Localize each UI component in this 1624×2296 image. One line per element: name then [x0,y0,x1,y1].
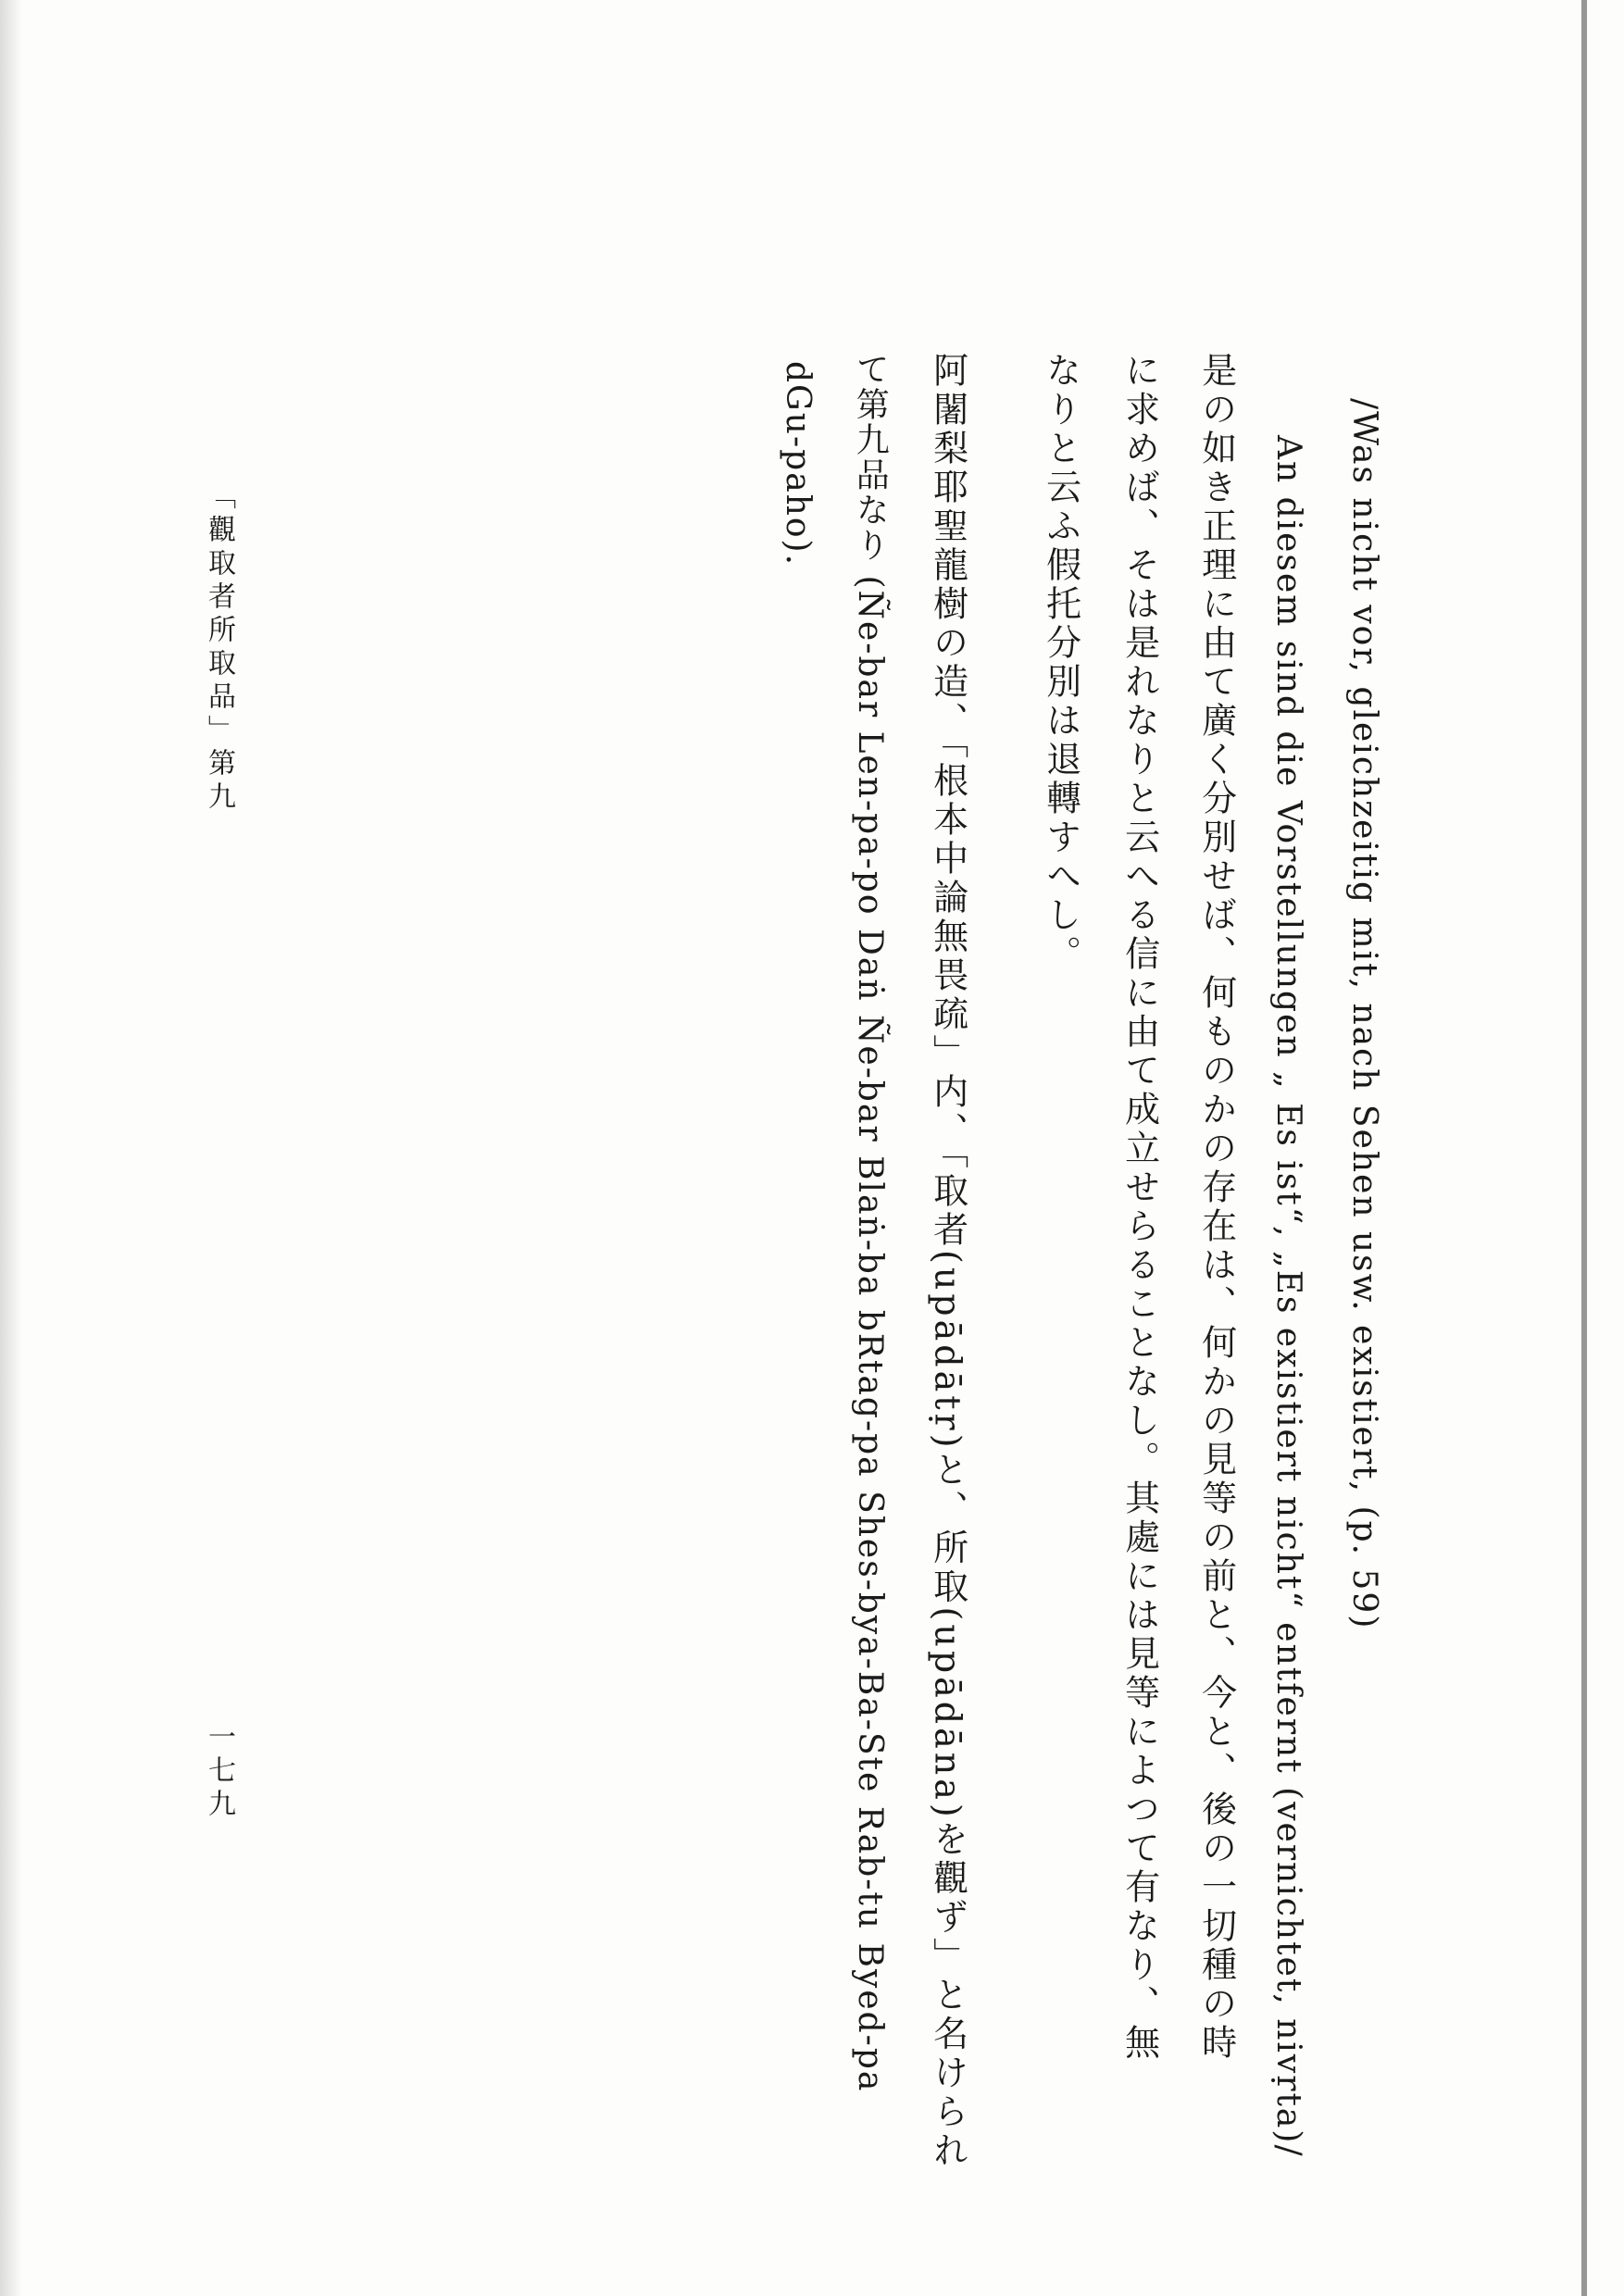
text-column-4: に求めば、そは是れなりと云へる信に由て成立せらることなし。其處には見等によつて有なり、無 [1118,352,1160,2063]
page-number: 一七九 [203,1722,235,1822]
text-column-1: /Was nicht vor, gleichzeitig mit, nach Sehen usw. existiert, (p. 59) [1345,398,1384,1630]
text-column-2: An diesem sind die Vorstellungen „ Es ist“, „Es existiert nicht“ entfernt (vernichtet, nivṛta)/ [1269,435,1308,2158]
text-column-3: 是の如き正理に由て廣く分別せば、何ものかの存在は、何かの見等の前と、今と、後の一切種の時 [1195,352,1237,2063]
text-column-5: なりと云ふ假托分別は退轉すへし。 [1040,352,1081,974]
scan-edge-right [1581,0,1587,2296]
text-column-8: dGu-paho). [779,361,818,568]
text-column-7: て第九品なり (Ñe-bar Len-pa-po Daṅ Ñe-bar Blaṅ-ba bRtag-pa Shes-bya-Ba-Ste Rab-tu Byed-pa [851,352,890,2093]
text-column-6: 阿闍梨耶聖龍樹の造、「根本中論無畏疏」内、「取者(upādātṛ)と、所取(upādāna)を觀ず」と名けられ [927,352,968,2171]
chapter-footer: 「觀取者所取品」第九 [203,481,235,815]
scan-edge-left [0,0,22,2296]
